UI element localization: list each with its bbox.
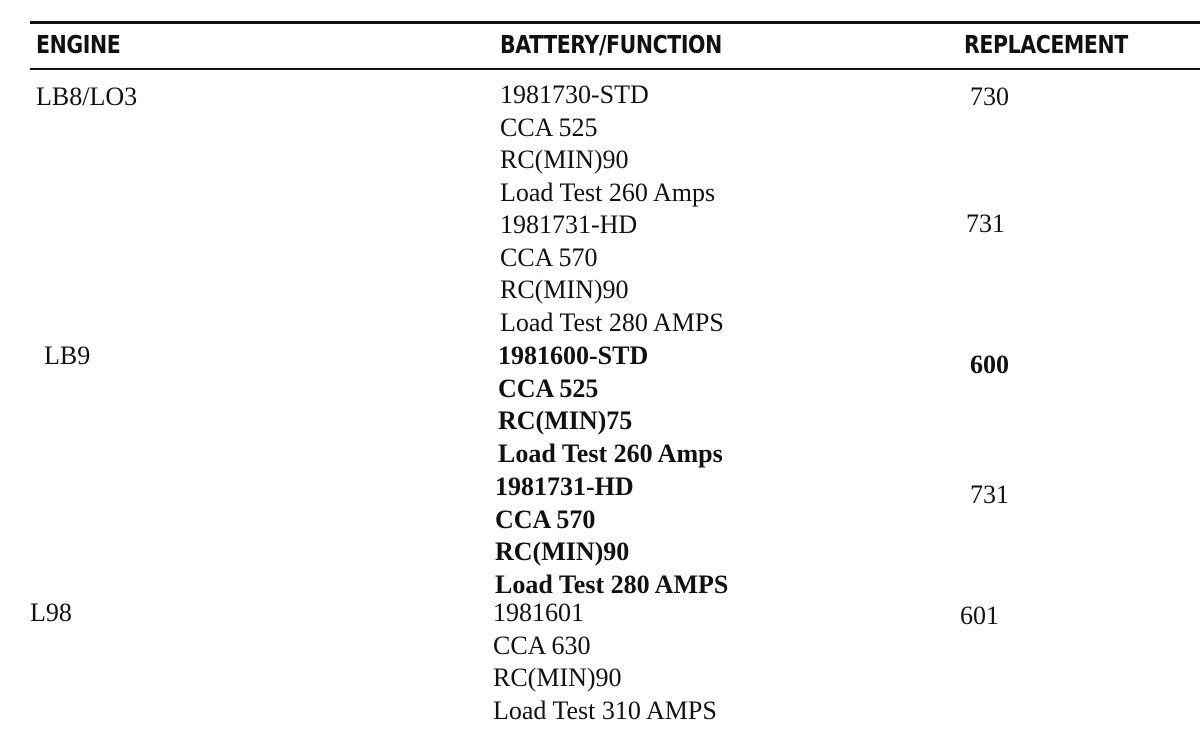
header-replacement: REPLACEMENT bbox=[964, 30, 1128, 59]
replacement-731-b: 731 bbox=[970, 480, 1009, 509]
battery-part-number: 1981731-HD bbox=[500, 210, 638, 239]
battery-rc-min: RC(MIN)75 bbox=[498, 406, 633, 435]
header-engine: ENGINE bbox=[36, 30, 121, 59]
battery-cca: CCA 570 bbox=[500, 242, 598, 272]
battery-block-1981730 bbox=[500, 79, 715, 209]
battery-rc-min: RC(MIN)90 bbox=[500, 145, 629, 174]
engine-lb9: LB9 bbox=[44, 341, 91, 370]
battery-part-number: 1981731-HD bbox=[495, 472, 634, 501]
battery-rc-min: RC(MIN)90 bbox=[493, 663, 622, 692]
battery-cca: CCA 570 bbox=[495, 504, 596, 534]
battery-cca: CCA 525 bbox=[498, 373, 599, 403]
header-rule bbox=[30, 68, 1200, 70]
battery-cca: CCA 525 bbox=[500, 112, 598, 142]
replacement-600: 600 bbox=[970, 350, 1009, 379]
battery-load-test: Load Test 310 AMPS bbox=[493, 695, 717, 725]
battery-block-1981731-a bbox=[500, 209, 724, 339]
battery-block-1981731-b bbox=[495, 471, 728, 601]
replacement-601: 601 bbox=[960, 601, 999, 630]
replacement-731-a: 731 bbox=[966, 209, 1005, 238]
battery-rc-min: RC(MIN)90 bbox=[495, 537, 630, 566]
battery-block-1981600 bbox=[498, 340, 723, 470]
battery-load-test: Load Test 260 Amps bbox=[500, 177, 716, 207]
battery-load-test: Load Test 280 AMPS bbox=[495, 569, 729, 599]
top-rule bbox=[30, 21, 1200, 24]
battery-part-number: 1981600-STD bbox=[498, 341, 649, 370]
battery-load-test: Load Test 280 AMPS bbox=[500, 307, 724, 337]
header-battery-function: BATTERY/FUNCTION bbox=[500, 30, 722, 59]
battery-block-1981601 bbox=[493, 597, 717, 727]
battery-load-test: Load Test 260 Amps bbox=[498, 438, 723, 468]
battery-part-number: 1981730-STD bbox=[500, 80, 649, 109]
battery-cca: CCA 630 bbox=[493, 630, 591, 660]
engine-lb8-lo3: LB8/LO3 bbox=[36, 82, 138, 111]
replacement-730: 730 bbox=[970, 82, 1009, 111]
battery-part-number: 1981601 bbox=[493, 598, 584, 627]
battery-rc-min: RC(MIN)90 bbox=[500, 275, 629, 304]
engine-l98: L98 bbox=[30, 598, 72, 627]
